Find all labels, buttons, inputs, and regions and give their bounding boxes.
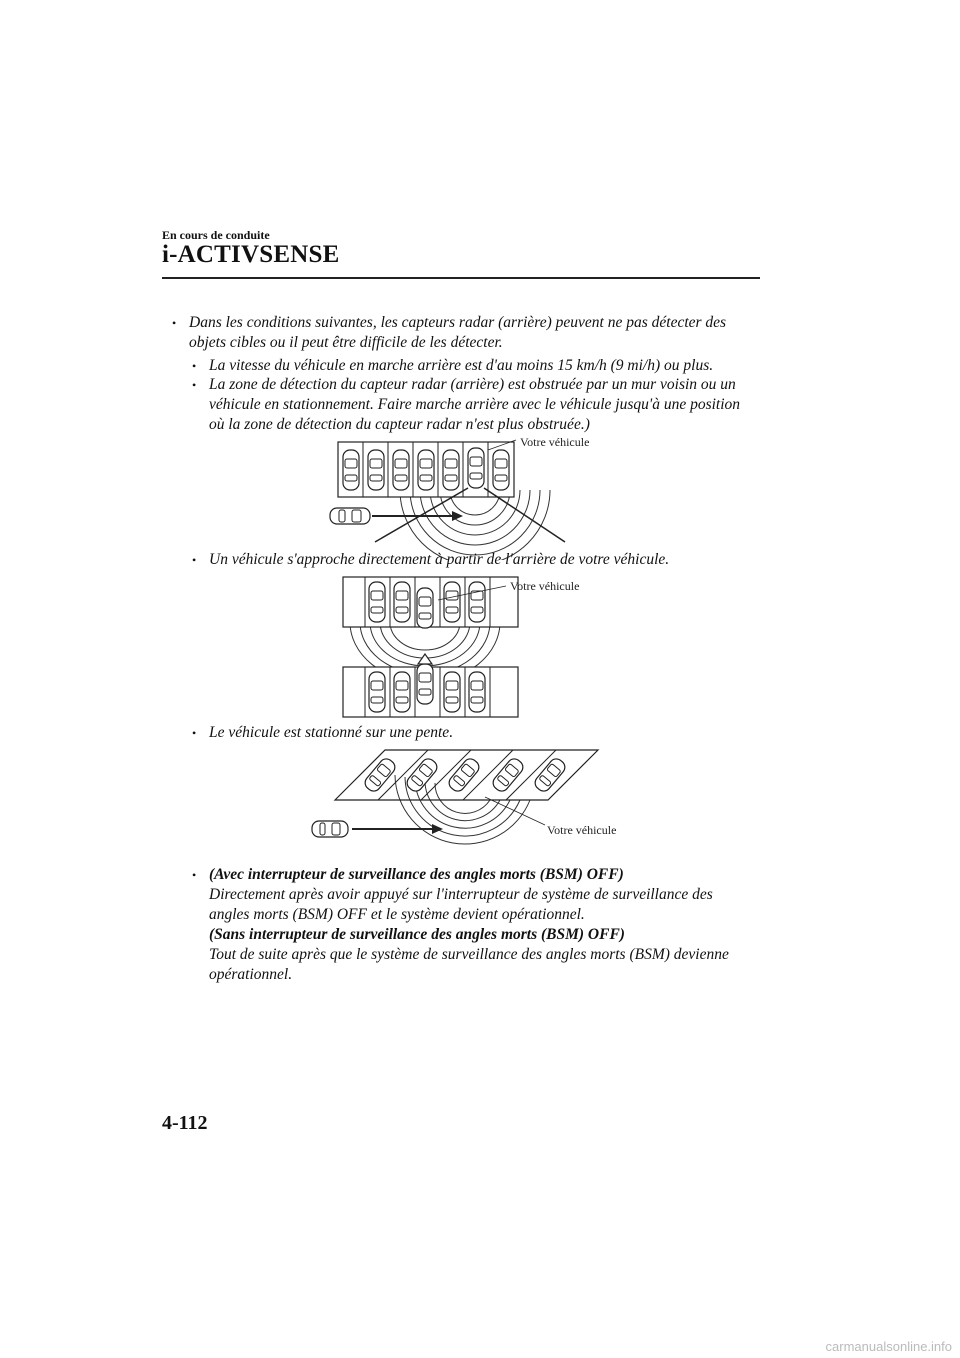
condition-bullet: • bbox=[192, 553, 197, 567]
header-rule bbox=[162, 277, 760, 279]
page-number: 4-112 bbox=[162, 1112, 208, 1134]
bsm-text bbox=[209, 865, 769, 985]
bsm-with-heading: (Avec interrupteur de surveillance des angles morts (BSM) OFF) bbox=[209, 866, 624, 883]
condition-bullet: • bbox=[192, 868, 197, 882]
condition-bullet: • bbox=[192, 726, 197, 740]
figure-3-label: Votre véhicule bbox=[547, 823, 617, 837]
condition-text-4 bbox=[209, 723, 769, 743]
bsm-without-line-2: opérationnel. bbox=[209, 966, 293, 983]
condition-text-1 bbox=[209, 356, 769, 376]
intro-line-2: objets cibles ou il peut être difficile de les détecter. bbox=[189, 334, 503, 351]
intro-text bbox=[189, 313, 769, 353]
condition-2-line-3: où la zone de détection du capteur radar n'est plus obstruée.) bbox=[209, 416, 590, 433]
watermark-link[interactable]: carmanualsonline.info bbox=[825, 1339, 952, 1354]
condition-2-line-2: véhicule en stationnement. Faire marche arrière avec le véhicule jusqu'à une position bbox=[209, 396, 741, 413]
bsm-with-line-1: Directement après avoir appuyé sur l'interrupteur de système de surveillance des bbox=[209, 886, 713, 903]
condition-1-line: La vitesse du véhicule en marche arrière est d'au moins 15 km/h (9 mi/h) ou plus. bbox=[209, 357, 714, 374]
intro-line-1: Dans les conditions suivantes, les capteurs radar (arrière) peuvent ne pas détecter des bbox=[189, 314, 727, 331]
intro-bullet: • bbox=[172, 316, 177, 330]
condition-text-2 bbox=[209, 375, 769, 435]
condition-3-line: Un véhicule s'approche directement à partir de l'arrière de votre véhicule. bbox=[209, 551, 670, 568]
chapter-title: i-ACTIVSENSE bbox=[162, 241, 340, 268]
figure-2-label: Votre véhicule bbox=[510, 579, 580, 593]
condition-bullet: • bbox=[192, 378, 197, 392]
figure-3-diagram bbox=[300, 745, 640, 865]
figure-1-diagram bbox=[320, 430, 620, 560]
bsm-without-heading: (Sans interrupteur de surveillance des angles morts (BSM) OFF) bbox=[209, 926, 625, 943]
condition-bullet: • bbox=[192, 359, 197, 373]
figure-2-diagram bbox=[330, 572, 630, 727]
condition-2-line-1: La zone de détection du capteur radar (arrière) est obstruée par un mur voisin ou un bbox=[209, 376, 736, 393]
figure-1-label: Votre véhicule bbox=[520, 435, 590, 449]
condition-4-line: Le véhicule est stationné sur une pente. bbox=[209, 724, 454, 741]
bsm-with-line-2: angles morts (BSM) OFF et le système devient opérationnel. bbox=[209, 906, 585, 923]
bsm-without-line-1: Tout de suite après que le système de surveillance des angles morts (BSM) devienne bbox=[209, 946, 729, 963]
condition-text-3 bbox=[209, 550, 769, 570]
section-label: En cours de conduite bbox=[162, 228, 270, 242]
